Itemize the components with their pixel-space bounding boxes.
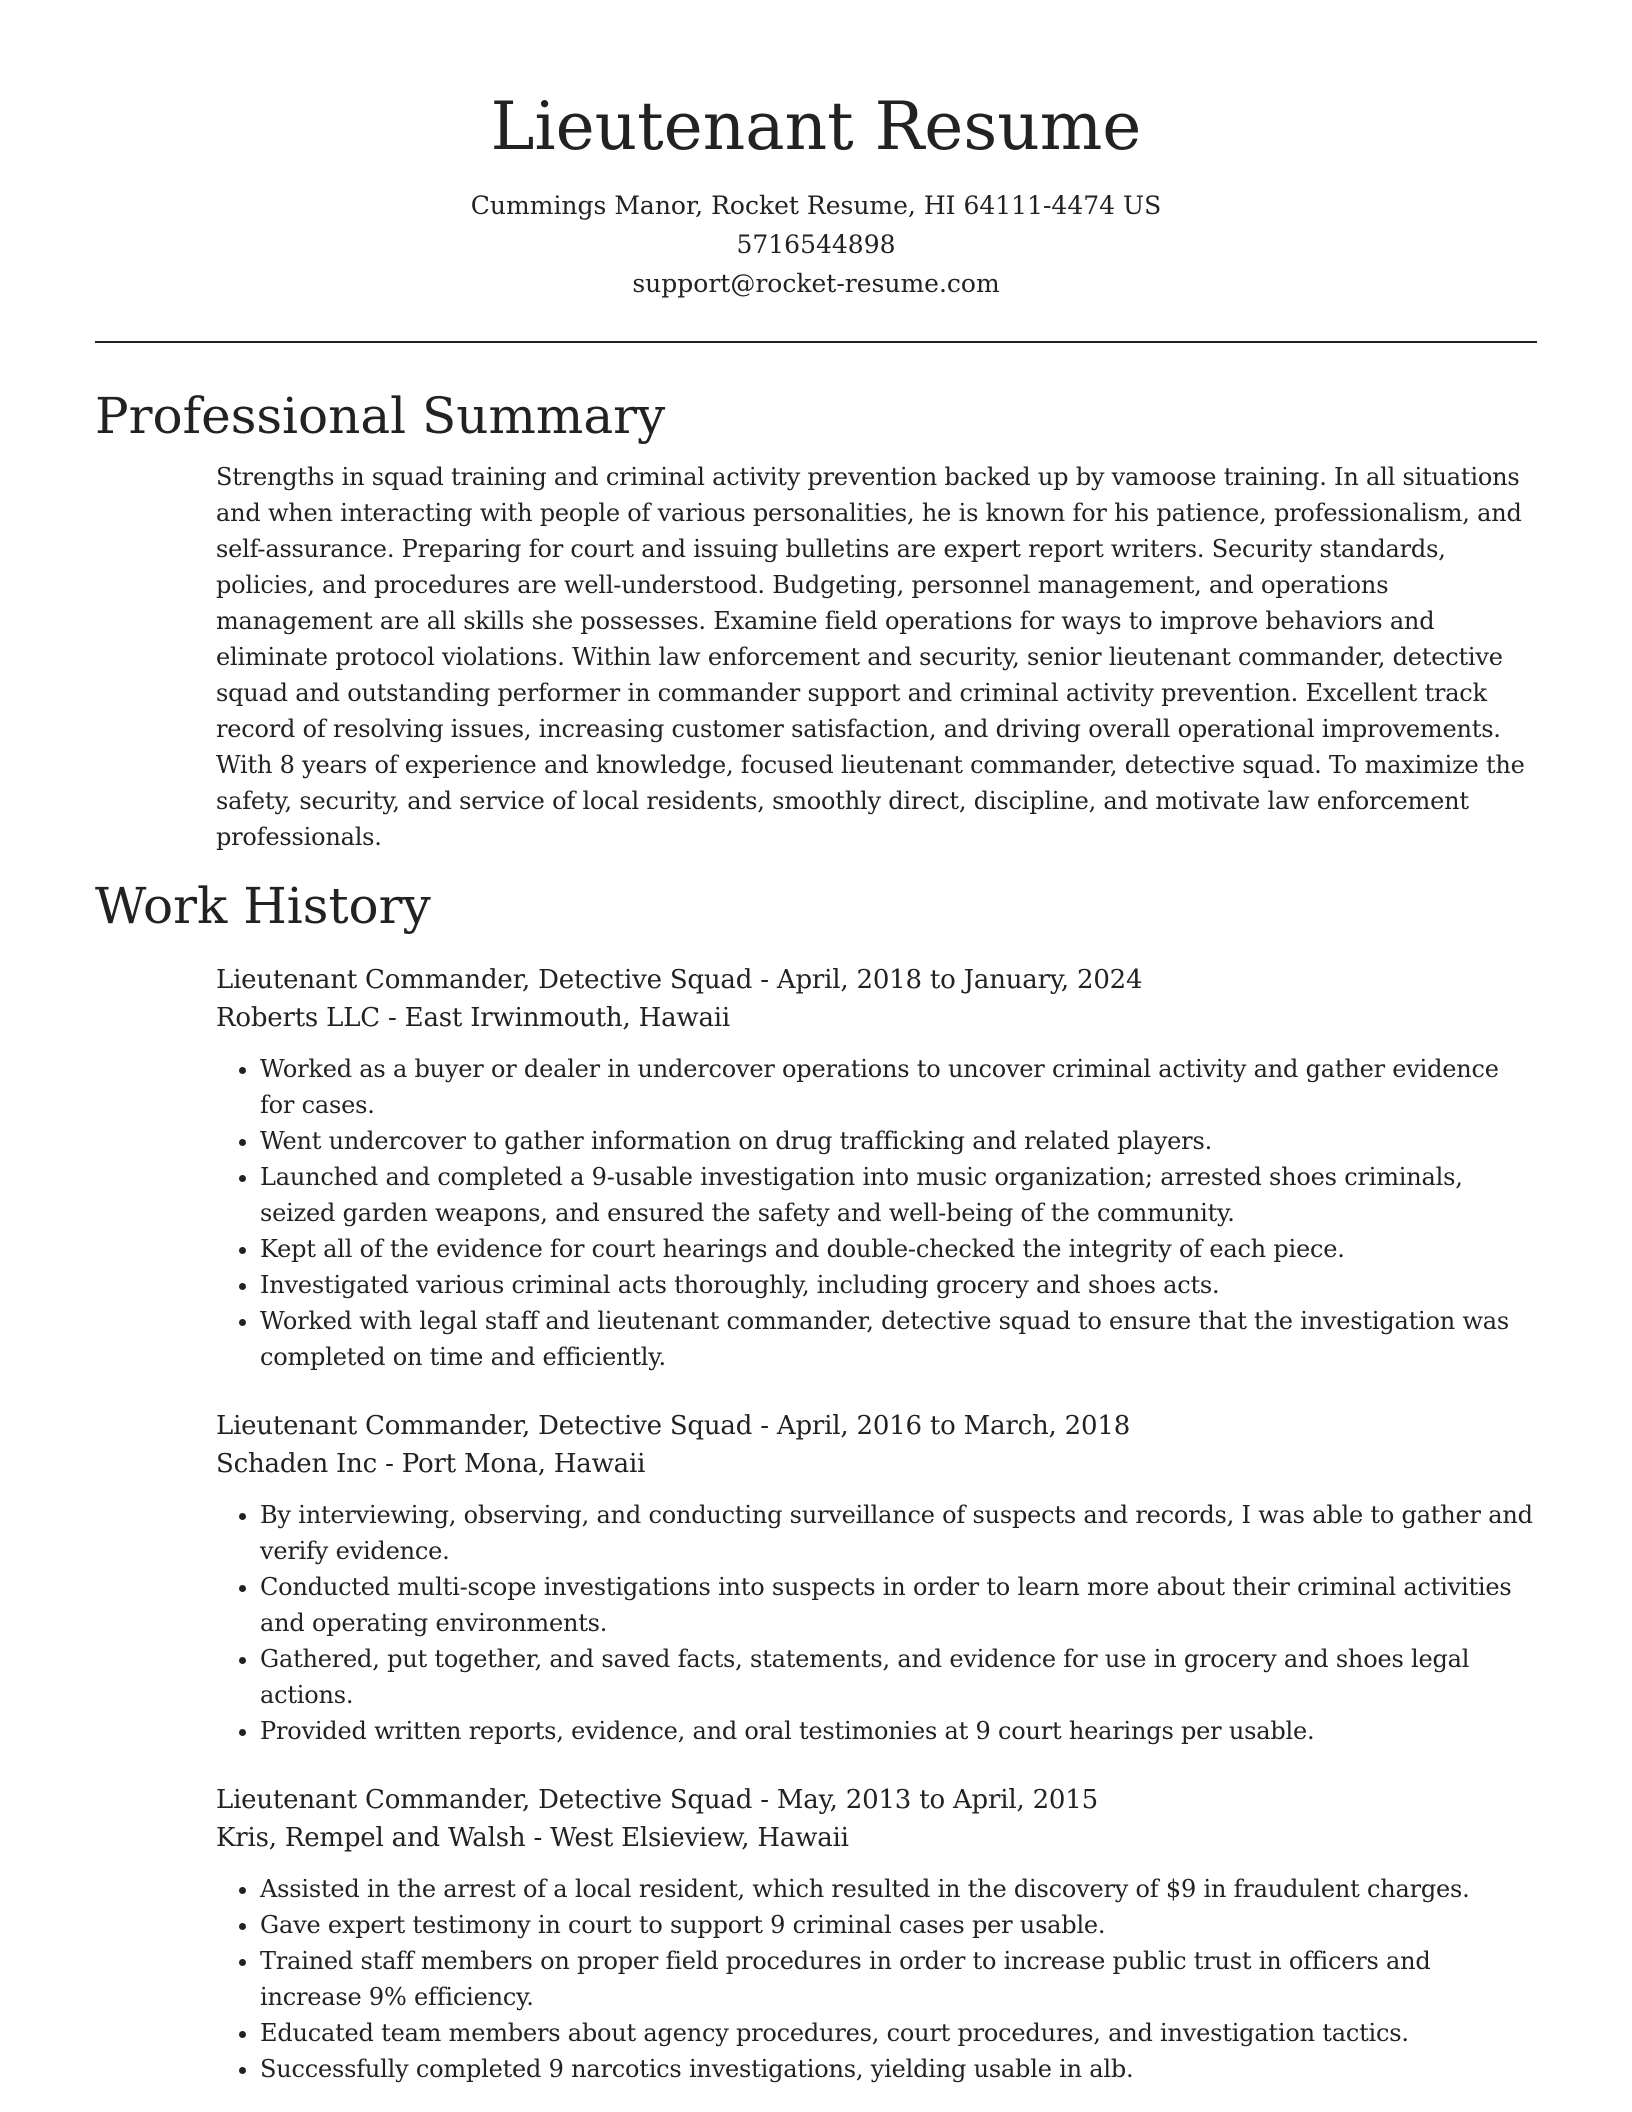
job-company: Kris, Rempel and Walsh - West Elsieview, Hawaii [216,1823,849,1853]
duty-item: • Launched and completed a 9-usable investigation into music organization; arrested shoes criminals, seized garden weapons, and ensured the safety and well-being of the community. [260,1159,1537,1231]
duty-item: • Conducted multi-scope investigations into suspects in order to learn more about their criminal activities and operating environments. [260,1569,1537,1641]
work-history-section [95,873,1537,2087]
duty-item: • Gave expert testimony in court to support 9 criminal cases per usable. [260,1907,1537,1943]
duty-item: • By interviewing, observing, and conducting surveillance of suspects and records, I was able to gather and verify evidence. [260,1497,1537,1569]
professional-summary-section [95,383,1537,855]
section-heading-work: Work History [95,877,431,935]
job-entry [95,1781,1537,2087]
job-title: Lieutenant Commander, Detective Squad - April, 2016 to March, 2018 [216,1411,1131,1441]
job-entry [95,961,1537,1375]
duty-item: • Provided written reports, evidence, and oral testimonies at 9 court hearings per usable. [260,1713,1537,1749]
header-divider [95,341,1537,343]
job-entry [95,1407,1537,1749]
duty-item: • Worked with legal staff and lieutenant commander, detective squad to ensure that the investigation was completed on time and efficiently. [260,1303,1537,1375]
duty-item: • Successfully completed 9 narcotics investigations, yielding usable in alb. [260,2051,1537,2087]
job-company: Roberts LLC - East Irwinmouth, Hawaii [216,1003,730,1033]
duty-item: • Worked as a buyer or dealer in undercover operations to uncover criminal activity and gather evidence for cases. [260,1051,1537,1123]
address-text: Cummings Manor, Rocket Resume, HI 64111-4474 US [470,191,1162,220]
summary-text: Strengths in squad training and criminal activity prevention backed up by vamoose training. In all situations and when interacting with people of various personalities, he is known for his patience, professionalism, and self-assurance. Preparing for court and issuing bulletins are expert report writers. Security standards, policies, and procedures are well-understood. Budgeting, personnel management, and operations management are all skills she possesses. Examine field operations for ways to improve behaviors and eliminate protocol violations. Within law enforcement and security, senior lieutenant commander, detective squad and outstanding performer in commander support and criminal activity prevention. Excellent track record of resolving issues, increasing customer satisfaction, and driving overall operational improvements. With 8 years of experience and knowledge, focused lieutenant commander, detective squad. To maximize the safety, security, and service of local residents, smoothly direct, discipline, and motivate law enforcement professionals. [216,463,1525,851]
job-title: Lieutenant Commander, Detective Squad - May, 2013 to April, 2015 [216,1785,1098,1815]
duty-item: • Went undercover to gather information on drug trafficking and related players. [260,1123,1537,1159]
duty-list [216,1871,1537,2087]
job-company: Schaden Inc - Port Mona, Hawaii [216,1449,646,1479]
duty-item: • Investigated various criminal acts thoroughly, including grocery and shoes acts. [260,1267,1537,1303]
duty-list [216,1497,1537,1749]
duty-item: • Kept all of the evidence for court hearings and double-checked the integrity of each piece. [260,1231,1537,1267]
resume-header [95,0,1537,303]
section-heading-summary: Professional Summary [95,387,666,445]
job-title: Lieutenant Commander, Detective Squad - April, 2018 to January, 2024 [216,965,1143,995]
duty-item: • Gathered, put together, and saved facts, statements, and evidence for use in grocery and shoes legal actions. [260,1641,1537,1713]
duty-item: • Assisted in the arrest of a local resident, which resulted in the discovery of $9 in fraudulent charges. [260,1871,1537,1907]
email-text: support@rocket-resume.com [632,269,1000,298]
duty-list [216,1051,1537,1375]
duty-item: • Educated team members about agency procedures, court procedures, and investigation tactics. [260,2015,1537,2051]
contact-info [95,186,1537,303]
phone-text: 5716544898 [736,230,896,259]
duty-item: • Trained staff members on proper field procedures in order to increase public trust in officers and increase 9% efficiency. [260,1943,1537,2015]
resume-title: Lieutenant Resume [490,88,1142,165]
